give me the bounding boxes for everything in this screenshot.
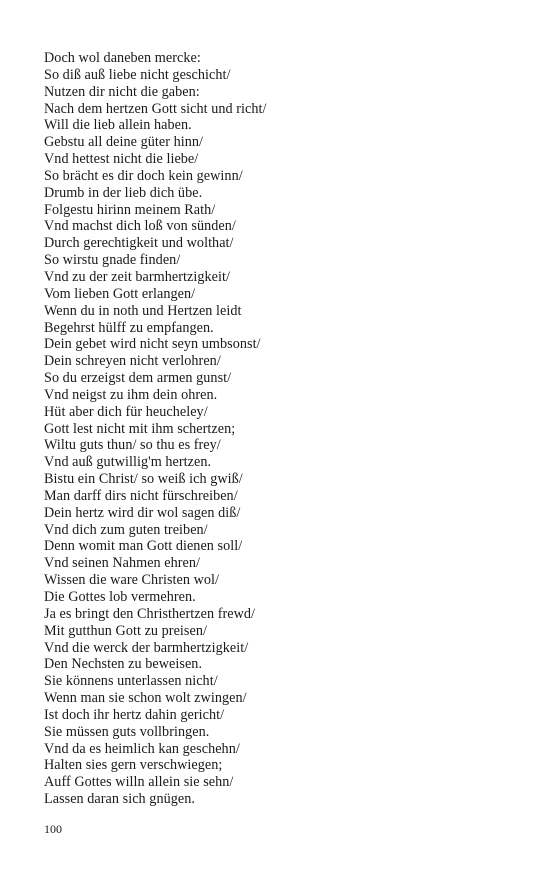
page-number: 100	[44, 822, 62, 836]
poem-line: Sie könnens unterlassen nicht/	[44, 673, 218, 690]
poem-line: Vnd die werck der barmhertzigkeit/	[44, 639, 249, 656]
poem-line: Ja es bringt den Christhertzen frewd/	[44, 605, 256, 622]
poem-line: Dein hertz wird dir wol sagen diß/	[44, 504, 241, 521]
poem-line: Die Gottes lob vermehren.	[44, 589, 196, 605]
poem-line: Wiltu guts thun/ so thu es frey/	[44, 437, 221, 454]
poem-line: Ist doch ihr hertz dahin gericht/	[44, 706, 225, 723]
poem-line: Vnd da es heimlich kan geschehn/	[44, 740, 240, 757]
poem-line: Vnd neigst zu ihm dein ohren.	[44, 386, 218, 403]
poem-line: Doch wol daneben mercke:	[44, 50, 201, 66]
poem-line: Wenn man sie schon wolt zwingen/	[44, 690, 247, 707]
poem-line: Drumb in der lieb dich übe.	[44, 184, 203, 201]
poem-line: Hüt aber dich für heucheley/	[44, 403, 208, 420]
poem-line: Nach dem hertzen Gott sicht und richt/	[44, 100, 267, 117]
poem-line: Den Nechsten zu beweisen.	[44, 656, 203, 673]
poem-line: Vnd dich zum guten treiben/	[44, 521, 208, 538]
poem-line: Wissen die ware Christen wol/	[44, 572, 220, 589]
poem-text	[44, 50, 524, 808]
poem-line: Lassen daran sich gnügen.	[44, 791, 195, 808]
poem-line: Man darff dirs nicht fürschreiben/	[44, 487, 238, 504]
poem-line: Dein gebet wird nicht seyn umbsonst/	[44, 336, 261, 353]
poem-line: Wenn du in noth und Hertzen leidt	[44, 302, 242, 319]
poem-line: Folgestu hirinn meinem Rath/	[44, 201, 216, 218]
poem-line: So du erzeigst dem armen gunst/	[44, 370, 232, 387]
poem-line: Durch gerechtigkeit und wolthat/	[44, 235, 234, 252]
poem-line: Gott lest nicht mit ihm schertzen;	[44, 420, 236, 437]
poem-line: Begehrst hülff zu empfangen.	[44, 319, 214, 336]
poem-line: Bistu ein Christ/ so weiß ich gwiß/	[44, 471, 243, 488]
poem-line: Sie müssen guts vollbringen.	[44, 723, 210, 740]
poem-line: Vnd hettest nicht die liebe/	[44, 151, 199, 168]
poem-line: Vnd auß gutwillig'm hertzen.	[44, 454, 212, 471]
poem-line: Will die lieb allein haben.	[44, 117, 192, 134]
poem-line: Auff Gottes willn allein sie sehn/	[44, 774, 234, 791]
poem-line: So diß auß liebe nicht geschicht/	[44, 66, 231, 83]
poem-line: So wirstu gnade finden/	[44, 252, 181, 269]
poem-line: Mit gutthun Gott zu preisen/	[44, 622, 207, 639]
poem-line: Halten sies gern verschwiegen;	[44, 757, 223, 774]
poem-line: So brächt es dir doch kein gewinn/	[44, 167, 243, 184]
poem-line: Nutzen dir nicht die gaben:	[44, 83, 200, 100]
poem-line: Vom lieben Gott erlangen/	[44, 285, 196, 302]
poem-line: Vnd seinen Nahmen ehren/	[44, 555, 201, 572]
poem-line: Vnd machst dich loß von sünden/	[44, 218, 236, 235]
poem-line: Gebstu all deine güter hinn/	[44, 134, 204, 151]
poem-line: Denn womit man Gott dienen soll/	[44, 538, 243, 555]
poem-line: Vnd zu der zeit barmhertzigkeit/	[44, 268, 230, 285]
poem-line: Dein schreyen nicht verlohren/	[44, 353, 221, 370]
